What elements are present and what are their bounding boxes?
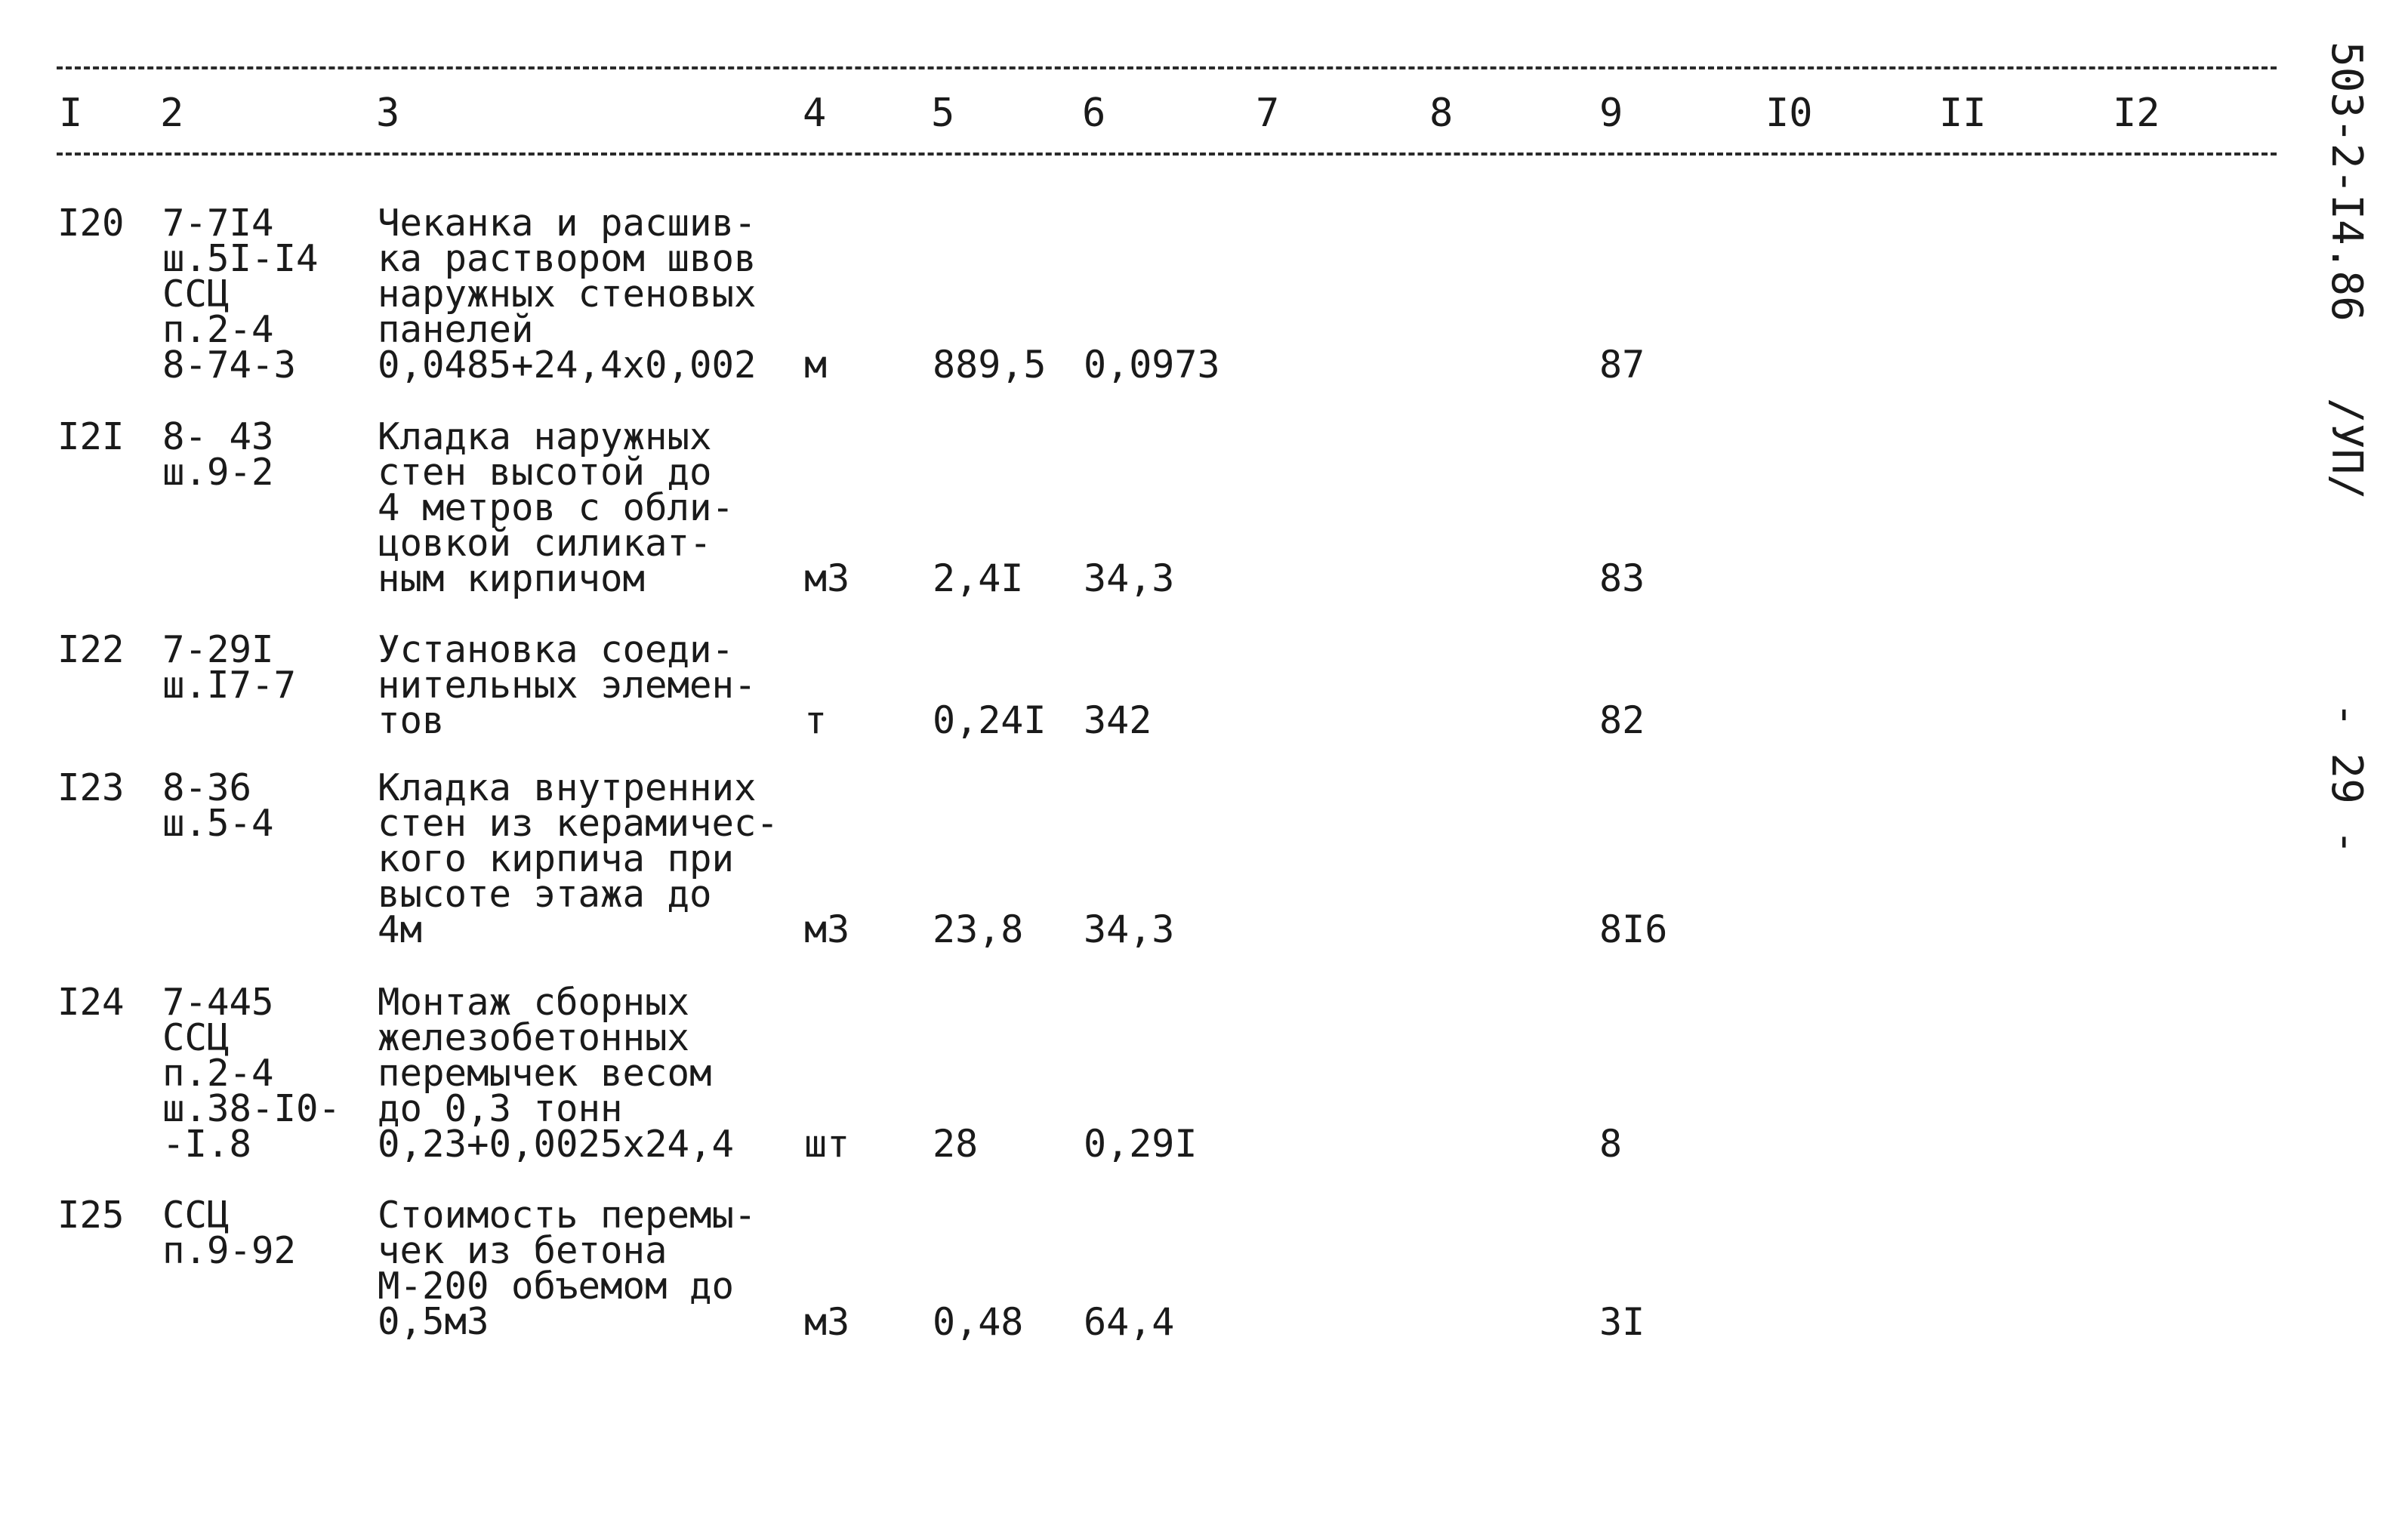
column-number: I — [59, 91, 83, 136]
column-number: 7 — [1256, 91, 1280, 136]
column-number: II — [1939, 91, 1987, 136]
row-number: I20 — [57, 202, 125, 245]
row-number: I22 — [57, 628, 125, 671]
column-number: 4 — [803, 91, 827, 136]
unit-rate: 0,29I — [1084, 1122, 1198, 1166]
total-amount: 83 — [1599, 556, 1645, 600]
norm-reference: 7-445 ССЦ п.2-4 ш.38-I0- -I.8 — [162, 981, 341, 1166]
total-amount: 3I — [1599, 1300, 1645, 1344]
unit-rate: 64,4 — [1084, 1300, 1175, 1344]
total-amount: 87 — [1599, 343, 1645, 387]
work-description: Стоимость перемы- чек из бетона М-200 объемом до 0,5м3 — [378, 1194, 757, 1343]
column-number: 5 — [931, 91, 955, 136]
work-description: Установка соеди- нительных элемен- тов — [378, 628, 757, 742]
quantity: 889,5 — [933, 343, 1047, 387]
unit-of-measure: м3 — [804, 907, 850, 951]
column-number: I0 — [1765, 91, 1813, 136]
column-number: 8 — [1429, 91, 1454, 136]
row-number: I2I — [57, 415, 125, 458]
column-number: 2 — [160, 91, 184, 136]
unit-of-measure: м — [804, 343, 828, 387]
norm-reference: 7-7I4 ш.5I-I4 ССЦ п.2-4 8-74-3 — [162, 202, 319, 387]
total-amount: 8 — [1599, 1122, 1623, 1166]
quantity: 28 — [933, 1122, 979, 1166]
norm-reference: 8- 43 ш.9-2 — [162, 415, 274, 494]
header-top-rule — [57, 66, 2277, 69]
unit-rate: 34,3 — [1084, 907, 1175, 951]
norm-reference: 7-29I ш.I7-7 — [162, 628, 297, 707]
work-description: Кладка наружных стен высотой до 4 метров с обли- цовкой силикат- ным кирпичом — [378, 415, 735, 600]
unit-of-measure: шт — [804, 1122, 850, 1166]
unit-of-measure: м3 — [804, 1300, 850, 1344]
document-code: 503-2-I4.86 /УП/ — [2322, 42, 2371, 500]
unit-rate: 342 — [1084, 698, 1152, 742]
norm-reference: ССЦ п.9-92 — [162, 1194, 297, 1272]
work-description: Чеканка и расшив- ка раствором швов наружных стеновых панелей 0,0485+24,4х0,002 — [378, 202, 757, 387]
unit-of-measure: т — [804, 698, 828, 742]
page-number: - 29 - — [2322, 702, 2371, 855]
unit-rate: 34,3 — [1084, 556, 1175, 600]
row-number: I24 — [57, 981, 125, 1024]
quantity: 0,24I — [933, 698, 1047, 742]
work-description: Монтаж сборных железобетонных перемычек весом до 0,3 тонн 0,23+0,0025х24,4 — [378, 981, 735, 1166]
norm-reference: 8-36 ш.5-4 — [162, 766, 274, 845]
quantity: 23,8 — [933, 907, 1024, 951]
unit-rate: 0,0973 — [1084, 343, 1220, 387]
column-number: 9 — [1599, 91, 1623, 136]
row-number: I23 — [57, 766, 125, 809]
column-number: 3 — [376, 91, 400, 136]
row-number: I25 — [57, 1194, 125, 1237]
column-number: 6 — [1082, 91, 1106, 136]
unit-of-measure: м3 — [804, 556, 850, 600]
total-amount: 82 — [1599, 698, 1645, 742]
quantity: 0,48 — [933, 1300, 1024, 1344]
total-amount: 8I6 — [1599, 907, 1668, 951]
column-number: I2 — [2113, 91, 2160, 136]
work-description: Кладка внутренних стен из керамичес- кого кирпича при высоте этажа до 4м — [378, 766, 779, 951]
quantity: 2,4I — [933, 556, 1024, 600]
header-bottom-rule — [57, 153, 2277, 156]
